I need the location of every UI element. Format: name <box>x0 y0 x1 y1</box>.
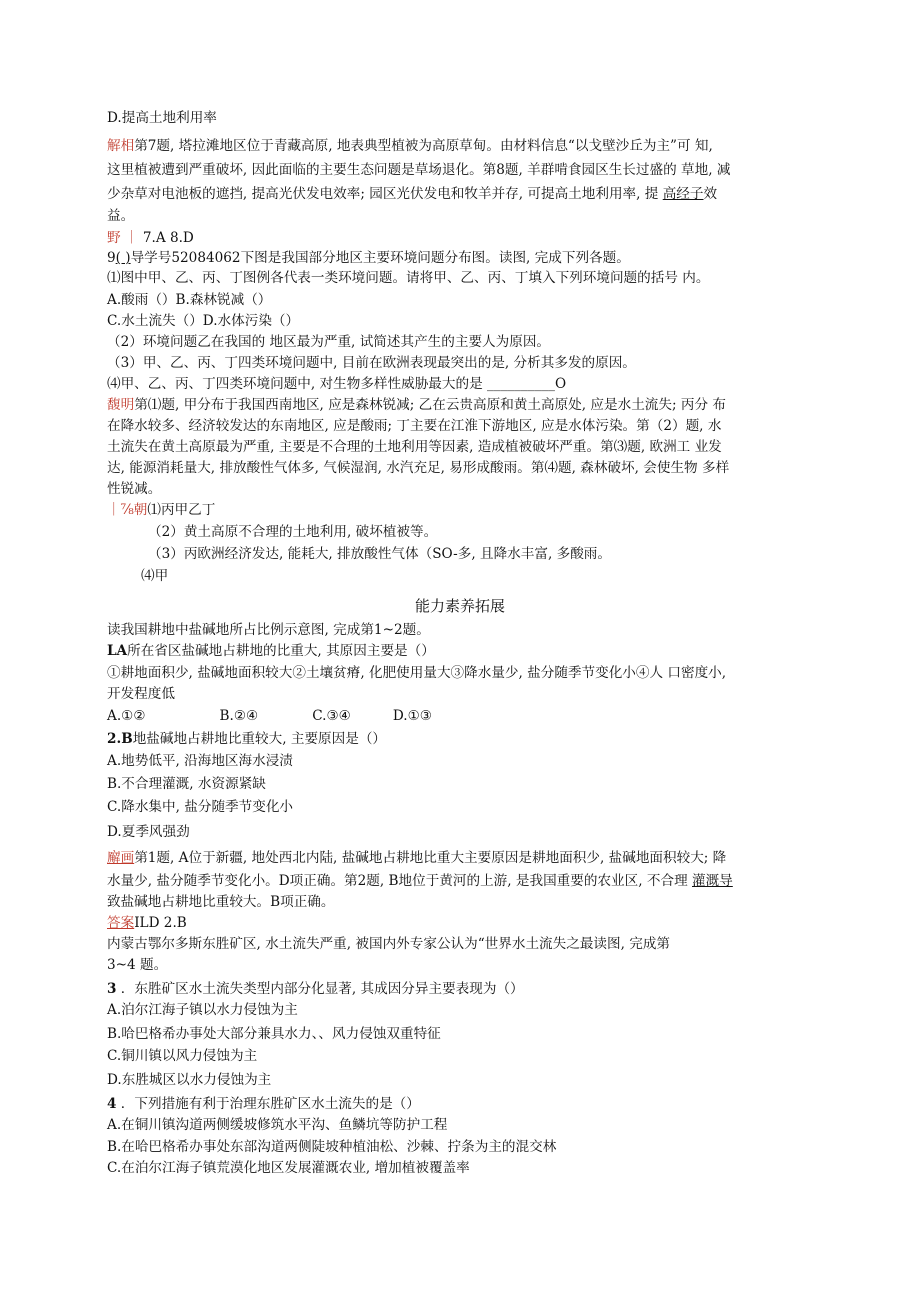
section-title: 能力素养拓展 <box>414 597 505 615</box>
q9-answer-2: （2）黄土高原不合理的土地利用, 破坏植被等。 <box>148 524 438 540</box>
q9-line-7: ⑷甲、乙、丙、丁四类环境问题中, 对生物多样性威胁最大的是 __________O <box>107 376 567 392</box>
q1-stem: LA所在省区盐碱地占耕地的比重大, 其原因主要是（） <box>107 643 435 659</box>
q3-option-d: D.东胜城区以水力侵蚀为主 <box>107 1072 272 1088</box>
q9-line-6: （3）甲、乙、丙、丁四类环境问题中, 目前在欧洲表现最突出的是, 分析其多发的原因。 <box>107 355 636 371</box>
q9-line-4: C.水土流失（）D.水体污染（） <box>107 313 300 329</box>
q2-stem: 2.B地盐碱地占耕地比重较大, 主要原因是（） <box>107 731 387 747</box>
q9-line-3: A.酸雨（）B.森林锐减（） <box>107 292 272 308</box>
q9-explanation-5: 性锐减。 <box>107 481 162 497</box>
answer-label: 野 ｜ <box>107 230 139 246</box>
q9-answer-1: ｜⅞朝⑴丙甲乙丁 <box>107 502 216 518</box>
q9-answer-3: （3）丙欧洲经济发达, 能耗大, 排放酸性气体（SO-多, 且降水丰富, 多酸雨。 <box>148 546 611 562</box>
q3-stem: 3 ．东胜矿区水土流失类型内部分化显著, 其成因分异主要表现为（） <box>107 981 524 997</box>
q1-options <box>107 706 478 726</box>
q9-answer-4: ⑷甲 <box>141 568 169 584</box>
section-intro: 读我国耕地中盐碱地所占比例示意图, 完成第1~2题。 <box>107 622 430 638</box>
explanation-line-4: 益。 <box>107 208 135 224</box>
q1-option-a: A.①② <box>107 708 146 724</box>
q3-option-a: A.泊尔江海子镇以水力侵蚀为主 <box>107 1002 298 1018</box>
q9-answer-label: ｜⅞朝 <box>107 502 148 518</box>
q2-option-c: C.降水集中, 盐分随季节变化小 <box>107 799 294 815</box>
q1-option-c: C.③④ <box>312 708 351 724</box>
q1-line-2: ①耕地面积少, 盐碱地面积较大②土壤贫瘠, 化肥使用量大③降水量少, 盐分随季节变化小④人 口密度小, <box>107 665 727 681</box>
q4-stem: 4 ．下列措施有利于治理东胜矿区水土流失的是（） <box>107 1096 420 1112</box>
q2-option-d: D.夏季风强劲 <box>107 824 190 840</box>
q9-explanation-2: 在降水较多、经济较发达的东南地区, 应是酸雨; 丁主要在江淮下游地区, 应是水体污染。第（2）题, 水 <box>107 418 722 434</box>
section-explanation-label: 廨画 <box>107 850 135 866</box>
explanation-line-1: 解相第7题, 塔拉滩地区位于青藏高原, 地表典型植被为高原草甸。由材料信息“以戈壁沙丘为主”可 知, <box>107 138 713 154</box>
q4-option-c: C.在泊尔江海子镇荒漠化地区发展灌溉农业, 增加植被覆盖率 <box>107 1160 470 1176</box>
q1-line-3: 开发程度低 <box>107 686 175 702</box>
q2-option-b: B.不合理灌溉, 水资源紧缺 <box>107 776 266 792</box>
intro2-line-2: 3~4 题。 <box>107 957 168 973</box>
explanation-line-2: 这里植被遭到严重破坏, 因此面临的主要生态问题是草场退化。第8题, 羊群啃食园区生长过盛的 草地, 减 <box>107 162 731 178</box>
q1-option-d: D.①③ <box>392 708 432 724</box>
answer-line: 野 ｜ 7.A 8.D <box>107 230 194 246</box>
q4-option-a: A.在铜川镇沟道两侧缓坡修筑水平沟、鱼鳞坑等防护工程 <box>107 1117 448 1133</box>
q3-option-c: C.铜川镇以风力侵蚀为主 <box>107 1048 258 1064</box>
q3-option-b: B.哈巴格希办事处大部分兼具水力、、风力侵蚀双重特征 <box>107 1026 441 1042</box>
section-explanation-2: 水量少, 盐分随季节变化小。D项正确。第2题, B地位于黄河的上游, 是我国重要的农业区, 不合理 灌溉导 <box>107 873 733 889</box>
q1-option-b: B.②④ <box>219 708 259 724</box>
q9-explanation-label: 馥明 <box>107 397 135 413</box>
q9-line-2: ⑴图中甲、乙、丙、丁图例各代表一类环境问题。请将甲、乙、丙、丁填入下列环境问题的括号 内。 <box>107 270 710 286</box>
section-answer-label: 答案 <box>107 915 135 931</box>
option-d-line: D.提高土地利用率 <box>107 110 217 126</box>
explanation-line-3: 少杂草对电池板的遮挡, 提高光伏发电效率; 园区光伏发电和牧羊并存, 可提高土地利用率, 提 高经子效 <box>107 186 718 202</box>
q9-explanation-3: 土流失在黄土高原最为严重, 主要是不合理的土地利用等因素, 造成植被破坏严重。第⑶题, 欧洲工 业发 <box>107 439 722 455</box>
q9-line-5: （2）环境问题乙在我国的 地区最为严重, 试简述其产生的主要人为原因。 <box>107 334 551 350</box>
q9-explanation-1: 馥明第⑴题, 甲分布于我国西南地区, 应是森林锐减; 乙在云贵高原和黄土高原处, 应是水土流失; 丙分 布 <box>107 397 726 413</box>
intro2-line-1: 内蒙古鄂尔多斯东胜矿区, 水土流失严重, 被国内外专家公认为“世界水土流失之最读图, 完成第 <box>107 936 671 952</box>
q9-explanation-4: 达, 能源消耗量大, 排放酸性气体多, 气候湿润, 水汽充足, 易形成酸雨。第⑷题, 森林破坏, 会使生物 多样 <box>107 460 730 476</box>
q4-option-b: B.在哈巴格希办事处东部沟道两侧陡坡种植油松、沙棘、拧条为主的混交林 <box>107 1139 557 1155</box>
section-explanation-1: 廨画第1题, A位于新疆, 地处西北内陆, 盐碱地占耕地比重大主要原因是耕地面积少, 盐碱地面积较大; 降 <box>107 850 727 866</box>
section-explanation-3: 致盐碱地占耕地比重较大。B项正确。 <box>107 894 335 910</box>
q9-line-1: 9( )导学号52084062下图是我国部分地区主要环境问题分布图。读图, 完成下列各题。 <box>107 250 630 266</box>
q2-option-a: A.地势低平, 沿海地区海水浸渍 <box>107 753 293 769</box>
explanation-label: 解相 <box>107 138 135 154</box>
section-answer: 答案ILD 2.B <box>107 915 187 931</box>
